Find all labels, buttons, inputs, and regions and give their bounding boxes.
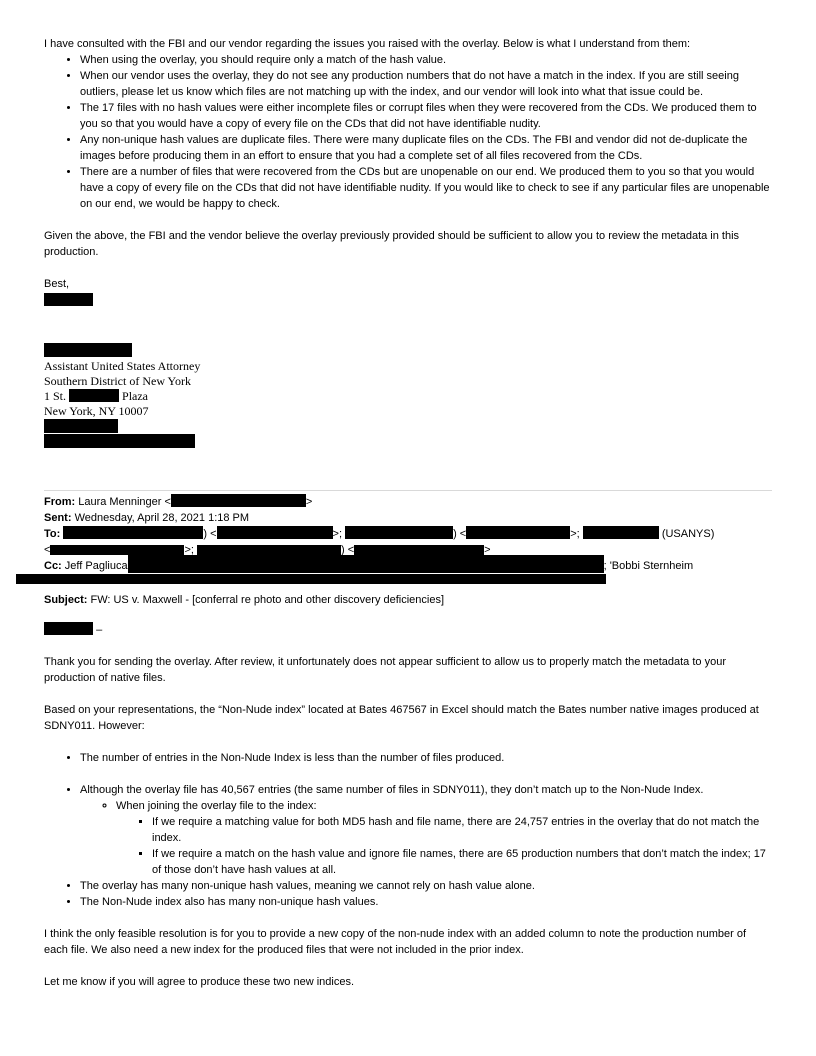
subject-label: Subject:: [44, 594, 88, 606]
cc-line: [44, 555, 772, 574]
subject-value: FW: US v. Maxwell - [conferral re photo and other discovery deficiencies]: [90, 594, 445, 606]
address-suffix: Plaza: [122, 389, 149, 403]
list-item: • The overlay has many non-unique hash values, meaning we cannot rely on hash value alone.: [80, 878, 772, 894]
sent-value: Wednesday, April 28, 2021 1:18 PM: [74, 512, 250, 524]
intro-paragraph: I have consulted with the FBI and our vendor regarding the issues you raised with the overlay. Below is what I understand from them:: [44, 38, 691, 50]
to-redaction: [466, 526, 570, 539]
body-paragraph-3: I think the only feasible resolution is for you to provide a new copy of the non-nude index with an added column to note the production number of each file. We also need a new index for the produced files that were not included in the prior index.: [44, 928, 746, 956]
signature-block: [44, 343, 772, 448]
from-value: Laura Menninger <: [78, 496, 171, 508]
greeting-redaction: [44, 622, 93, 635]
cc-end: ; 'Bobbi Sternheim: [603, 560, 694, 572]
list-item: ▪ If we require a match on the hash value and ignore file names, there are 65 production numbers that don’t match the index; 17 of those don’t have hash values at all.: [152, 846, 772, 878]
response-bullet-list: [44, 52, 772, 212]
to-suffix: (USANYS): [661, 528, 715, 540]
signer-title: Assistant United States Attorney: [44, 359, 201, 373]
sub-list: [80, 798, 772, 878]
to-redaction: [345, 526, 453, 539]
body-paragraph-2: Based on your representations, the “Non-Nude index” located at Bates 467567 in Excel should match the Bates number native images produced at SDNY011. However:: [44, 704, 759, 732]
email-header: [44, 494, 772, 608]
conclusion-paragraph: Given the above, the FBI and the vendor believe the overlay previously provided should be sufficient to allow you to review the metadata in this production.: [44, 230, 740, 258]
sent-label: Sent:: [44, 512, 72, 524]
list-item: • When our vendor uses the overlay, they do not see any production numbers that do not have a match in the index. If you are still seeing outliers, please let us know which files are not matching up with the index, and our vendor will look into what that issue could be.: [80, 68, 772, 100]
list-item: [116, 798, 772, 878]
signer-address: [44, 389, 772, 404]
to-line: To: ) < >; ) < >; (USANYS): [44, 528, 715, 540]
signature-name-redaction: [44, 293, 93, 306]
to-redaction: [197, 545, 341, 555]
to-line-continued: < >; ) < >: [44, 544, 491, 555]
list-item: ▪ If we require a matching value for both MD5 hash and file name, there are 24,757 entries in the overlay that do not match the index.: [152, 814, 772, 846]
from-line: [44, 494, 772, 510]
closing-text: Best,: [44, 278, 70, 290]
from-email-redaction: [171, 494, 306, 507]
address-prefix: 1 St.: [44, 389, 67, 403]
sub-sub-list: [116, 814, 772, 878]
to-redaction: [217, 526, 333, 539]
signer-office: Southern District of New York: [44, 374, 191, 388]
from-end: >: [305, 496, 313, 508]
list-item-text: Although the overlay file has 40,567 entries (the same number of files in SDNY011), they don’t match up to the Non-Nude Index.: [80, 784, 704, 796]
to-label: To:: [44, 528, 61, 540]
list-item: • When using the overlay, you should require only a match of the hash value.: [80, 52, 772, 68]
list-item: [80, 782, 772, 878]
greeting-suffix: –: [96, 624, 103, 636]
cc-redaction: [128, 555, 604, 573]
from-label: From:: [44, 496, 76, 508]
cc-redaction-continued: [16, 574, 606, 584]
to-redaction: [50, 545, 184, 555]
subject-line: [44, 592, 772, 608]
signer-city: New York, NY 10007: [44, 404, 149, 418]
body-paragraph-1: Thank you for sending the overlay. After review, it unfortunately does not appear sufficient to allow us to properly match the metadata to your production of native files.: [44, 656, 726, 684]
list-item: • The number of entries in the Non-Nude Index is less than the number of files produced.: [80, 750, 772, 766]
cc-value: Jeff Pagliuca: [64, 560, 128, 572]
deficiency-bullet-list-2: [44, 782, 772, 910]
to-redaction: [63, 526, 203, 539]
list-item: • There are a number of files that were recovered from the CDs but are unopenable on our end. We produced them to you so that you would have a copy of every file on the CDs that did not have identifiable nudity. If you would like to check to see if any particular files are unopenable on our end, we would be happy to check.: [80, 164, 772, 212]
address-redaction: [69, 389, 119, 402]
list-item: • The Non-Nude index also has many non-unique hash values.: [80, 894, 772, 910]
signer-redaction: [44, 343, 132, 357]
deficiency-bullet-list: [44, 750, 772, 766]
list-item-text: When joining the overlay file to the index:: [116, 800, 317, 812]
cc-label: Cc:: [44, 560, 62, 572]
sent-line: [44, 510, 772, 526]
to-redaction: [354, 545, 484, 555]
body-paragraph-4: Let me know if you will agree to produce these two new indices.: [44, 976, 354, 988]
email-document: [44, 36, 772, 990]
greeting-line: [44, 622, 772, 638]
to-redaction: [583, 526, 659, 539]
list-item: • Any non-unique hash values are duplicate files. There were many duplicate files on the CDs. The FBI and vendor did not de-duplicate the images before producing them in an effort to ensure that you had a complete set of all files recovered from the CDs.: [80, 132, 772, 164]
phone-redaction: [44, 419, 118, 433]
list-item: • The 17 files with no hash values were either incomplete files or corrupt files when they were recovered from the CDs. We produced them to you so that you would have a copy of every file on the CDs that did not have identifiable nudity.: [80, 100, 772, 132]
email-redaction: [44, 434, 195, 448]
